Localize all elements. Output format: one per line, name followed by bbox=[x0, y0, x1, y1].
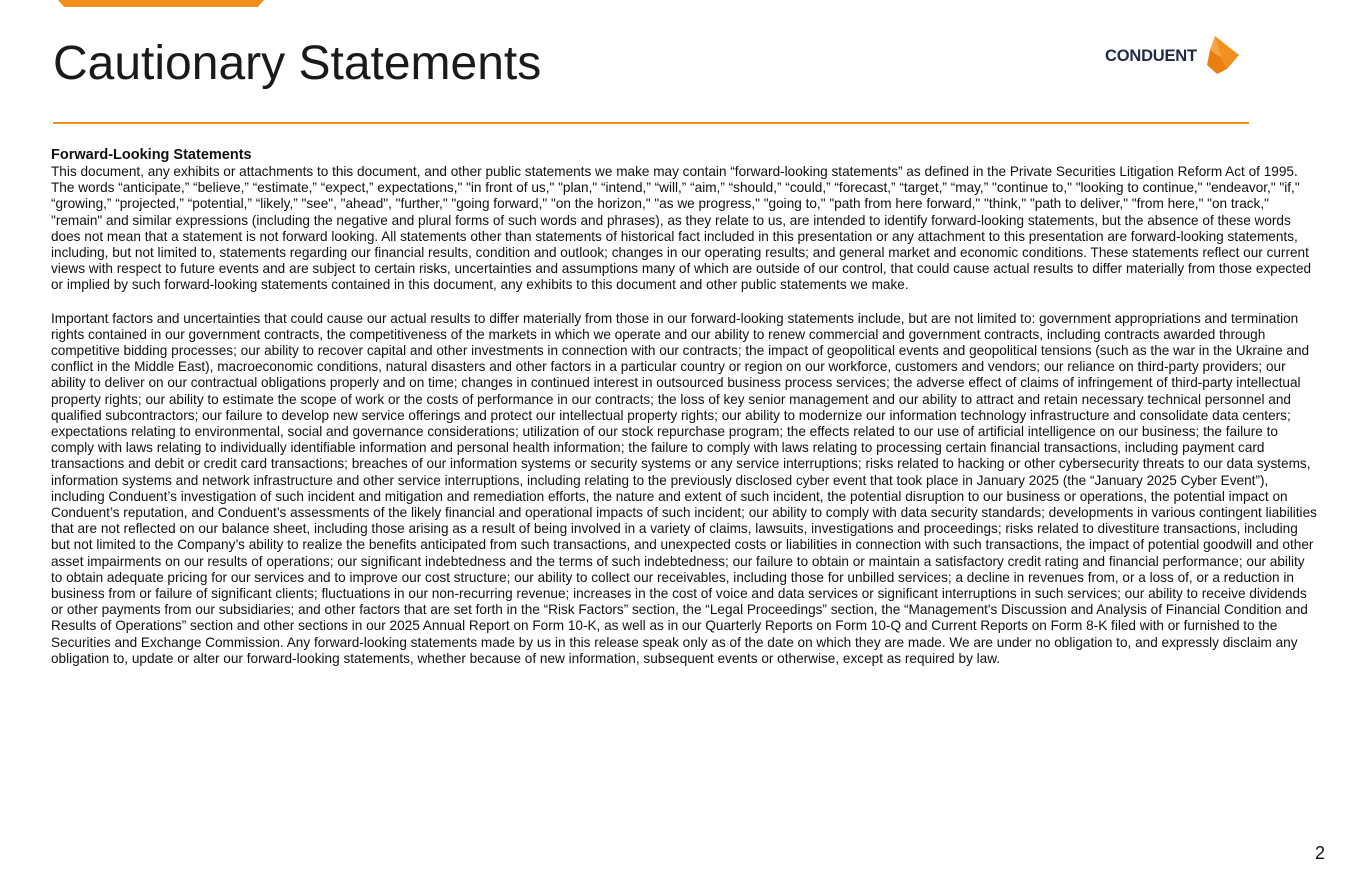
section-heading: Forward-Looking Statements bbox=[51, 147, 252, 163]
conduent-logo-mark-icon bbox=[1201, 35, 1241, 75]
paragraph-forward-looking: This document, any exhibits or attachments to this document, and other public statements we make may contain “forward-looking statements” as defined in the Private Securities Litigation Reform Act of 1995. The words “anticipate,” “believe,” “estimate,” “expect,” expectations," "in front of us," "plan," “intend,” “will,” “aim,” “should,” “could,” “forecast,” “target,” “may,” "continue to," "looking to continue," "endeavor," "if," “growing,” “projected,” “potential,” “likely,” "see", "ahead", "further," "going forward," "on the horizon," "as we progress," "going to," "path from here forward," "think," "path to deliver," "from here," "on track," "remain" and similar expressions (including the negative and plural forms of such words and phrases), as they relate to us, are intended to identify forward-looking statements, but the absence of these words does not mean that a statement is not forward looking. All statements other than statements of historical fact included in this presentation or any attachment to this presentation are forward-looking statements, including, but not limited to, statements regarding our financial results, condition and outlook; changes in our operating results; and general market and economic conditions. These statements reflect our current views with respect to future events and are subject to certain risks, uncertainties and assumptions many of which are outside of our control, that could cause actual results to differ materially from those expected or implied by such forward-looking statements contained in this document, any exhibits to this document and other public statements we make. bbox=[51, 164, 1312, 293]
statement-body bbox=[51, 146, 1317, 667]
page-number: 2 bbox=[1314, 843, 1325, 863]
conduent-logo bbox=[1105, 34, 1255, 76]
title-divider bbox=[53, 122, 1249, 124]
paragraph-important-factors: Important factors and uncertainties that could cause our actual results to differ materially from those in our forward-looking statements include, but are not limited to: government appropriations and termination rights contained in our government contracts, the competitiveness of the markets in which we operate and our ability to renew commercial and government contracts, including contracts awarded through competitive bidding processes; our ability to recover capital and other investments in connection with our contracts; the impact of geopolitical events and geopolitical tensions (such as the war in the Ukraine and conflict in the Middle East), macroeconomic conditions, natural disasters and other factors in a particular country or region on our workforce, customers and vendors; our reliance on third-party providers; our ability to deliver on our contractual obligations properly and on time; changes in continued interest in outsourced business process services; the adverse effect of claims of infringement of third-party intellectual property rights; our ability to estimate the scope of work or the costs of performance in our contracts; the loss of key senior management and our ability to attract and retain necessary technical personnel and qualified subcontractors; our failure to develop new service offerings and protect our intellectual property rights; our ability to modernize our information technology infrastructure and consolidate data centers; expectations relating to environmental, social and governance considerations; utilization of our stock repurchase program; the effects related to our use of artificial intelligence on our business; the failure to comply with laws relating to individually identifiable information and personal health information; the failure to comply with laws relating to processing certain financial transactions, including payment card transactions and debit or credit card transactions; breaches of our information systems or security systems or any service interruptions; risks related to hacking or other cybersecurity threats to our data systems, information systems and network infrastructure and other service interruptions, including relating to the previously disclosed cyber event that took place in January 2025 (the “January 2025 Cyber Event”), including Conduent’s investigation of such incident and mitigation and remediation efforts, the nature and extent of such incident, the potential disruption to our business or operations, the potential impact on Conduent’s reputation, and Conduent’s assessments of the likely financial and operational impacts of such incident; our ability to comply with data security standards; developments in various contingent liabilities that are not reflected on our balance sheet, including those arising as a result of being involved in a variety of claims, lawsuits, investigations and proceedings; risks related to divestiture transactions, including but not limited to the Company’s ability to realize the benefits anticipated from such transactions, and unexpected costs or liabilities in connection with such transactions, the impact of potential goodwill and other asset impairments on our results of operations; our significant indebtedness and the terms of such indebtedness; our failure to obtain or maintain a satisfactory credit rating and financial performance; our ability to obtain adequate pricing for our services and to improve our cost structure; our ability to collect our receivables, including those for unbilled services; a decline in revenues from, or a loss of, or a reduction in business from or failure of significant clients; fluctuations in our non-recurring revenue; increases in the cost of voice and data services or significant interruptions in such services; our ability to receive dividends or other payments from our subsidiaries; and other factors that are set forth in the “Risk Factors” section, the “Legal Proceedings” section, the “Management's Discussion and Analysis of Financial Condition and Results of Operations” section and other sections in our 2025 Annual Report on Form 10-K, as well as in our Quarterly Reports on Form 10-Q and Current Reports on Form 8-K filed with or furnished to the Securities and Exchange Commission. Any forward-looking statements made by us in this release speak only as of the date on which they are made. We are under no obligation to, and expressly disclaim any obligation to, update or alter our forward-looking statements, whether because of new information, subsequent events or otherwise, except as required by law. bbox=[51, 310, 1317, 666]
top-accent-bar bbox=[58, 0, 264, 7]
logo-wordmark: CONDUENT bbox=[1105, 46, 1197, 65]
page-title: Cautionary Statements bbox=[53, 37, 542, 90]
